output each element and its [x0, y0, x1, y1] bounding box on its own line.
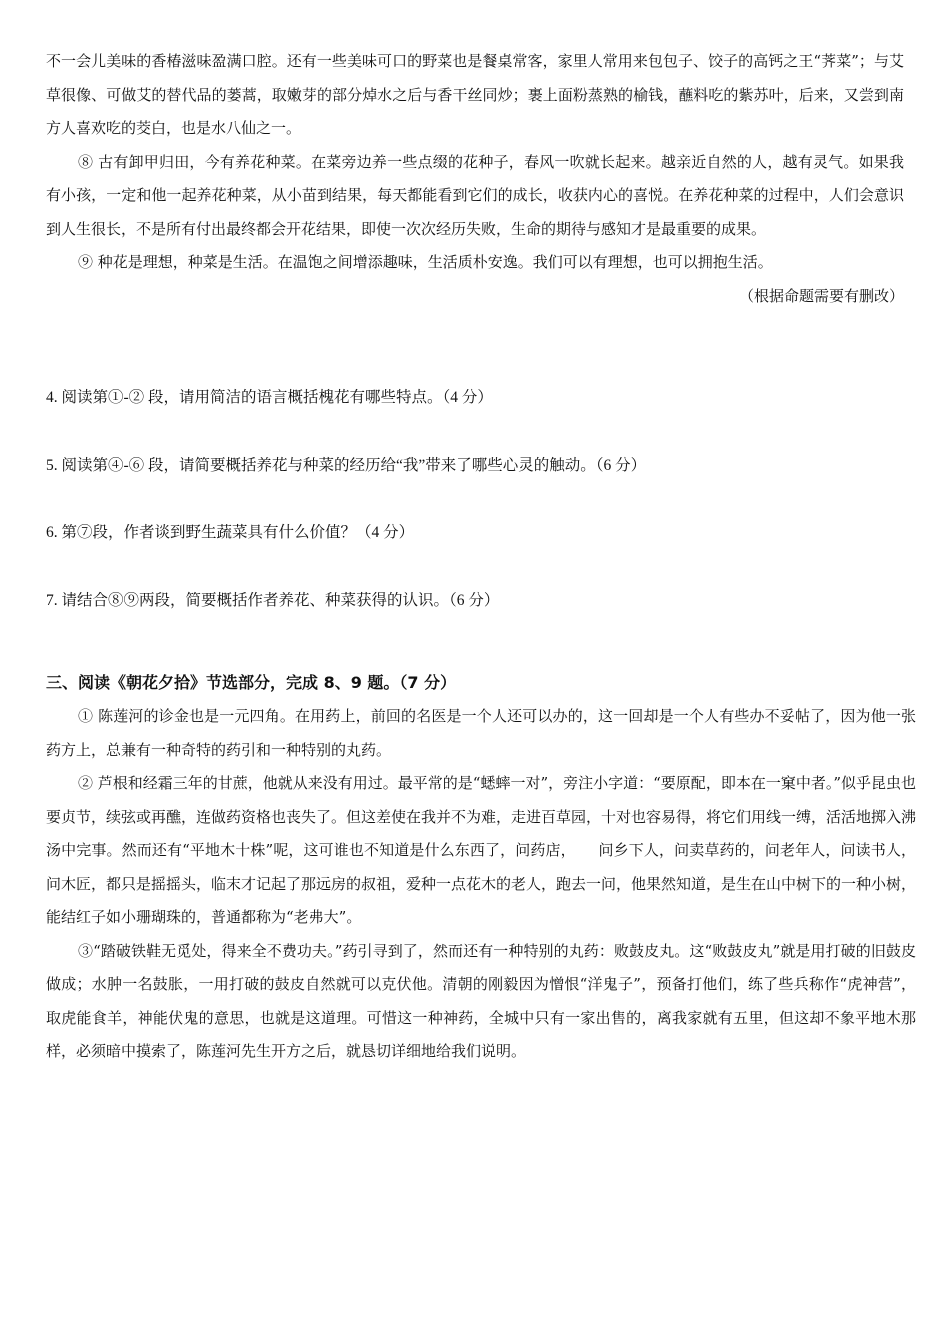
section-3-title: 三、阅读《朝花夕拾》节选部分，完成 8、9 题。（7 分）: [46, 673, 457, 692]
paragraph-9: ⑨ 种花是理想，种菜是生活。在温饱之间增添趣味，生活质朴安逸。我们可以有理想，也可以拥抱生活。: [78, 253, 773, 271]
question-6: 6. 第⑦段，作者谈到野生蔬菜具有什么价值？（4 分）: [46, 524, 415, 541]
paragraph-7-continued: 不一会儿美味的香椿滋味盈满口腔。还有一些美味可口的野菜也是餐桌常客，家里人常用来包包子、饺子的高钙之王“荠菜”；与艾草很像、可做艾的替代品的蒌蒿，取嫩芽的部分焯水之后与香干丝同炒；裹上面粉蒸熟的榆钱，蘸料吃的紫苏叶，后来，又尝到南方人喜欢吃的茭白，也是水八仙之一。: [46, 52, 904, 137]
source-note: （根据命题需要有删改）: [738, 286, 904, 305]
section-3-paragraph-1: ① 陈莲河的诊金也是一元四角。在用药上，前回的名医是一个人还可以办的，这一回却是一个人有些办不妥帖了，因为他一张药方上，总兼有一种奇特的药引和一种特别的丸药。: [46, 707, 916, 759]
passage-part1: [46, 45, 904, 313]
section-3-paragraph-3: ③“踏破铁鞋无觅处，得来全不费功夫。”药引寻到了，然而还有一种特别的丸药：败鼓皮丸。这“败鼓皮丸”就是用打破的旧鼓皮做成；水肿一名鼓胀，一用打破的鼓皮自然就可以克伏他。清朝的刚毅因为憎恨“洋鬼子”，预备打他们，练了些兵称作“虎神营”，取虎能食羊，神能伏鬼的意思，也就是这道理。可惜这一种神药，全城中只有一家出售的，离我家就有五里，但这却不象平地木那样，必须暗中摸索了，陈莲河先生开方之后，就恳切详细地给我们说明。: [46, 941, 916, 1060]
question-4: 4. 阅读第①-② 段，请用简洁的语言概括槐花有哪些特点。（4 分）: [46, 389, 493, 406]
section-3-passage: [46, 700, 916, 1069]
question-5: 5. 阅读第④-⑥ 段，请简要概括养花与种菜的经历给“我”带来了哪些心灵的触动。（6 分）: [46, 457, 647, 474]
section-3-paragraph-2: ② 芦根和经霜三年的甘蔗，他就从来没有用过。最平常的是“蟋蟀一对”，旁注小字道：“要原配，即本在一窠中者。”似乎昆虫也要贞节，续弦或再醮，连做药资格也丧失了。但这差使在我并不为难，走进百草园，十对也容易得，将它们用线一缚，活活地掷入沸汤中完事。然而还有“平地木十株”呢，这可谁也不知道是什么东西了，问药店， 问乡下人，问卖草药的，问老年人，问读书人，问木匠，都只是摇摇头，临末才记起了那远房的叔祖，爱种一点花木的老人，跑去一问，他果然知道，是生在山中树下的一种小树，能结红子如小珊瑚珠的，普通都称为“老弗大”。: [46, 774, 917, 926]
paragraph-8: ⑧ 古有卸甲归田，今有养花种菜。在菜旁边养一些点缀的花种子，春风一吹就长起来。越亲近自然的人，越有灵气。如果我有小孩，一定和他一起养花种菜，从小苗到结果，每天都能看到它们的成长，收获内心的喜悦。在养花种菜的过程中，人们会意识到人生很长，不是所有付出最终都会开花结果，即使一次次经历失败，生命的期待与感知才是最重要的成果。: [46, 152, 904, 238]
question-7: 7. 请结合⑧⑨两段，简要概括作者养花、种菜获得的认识。（6 分）: [46, 592, 500, 609]
